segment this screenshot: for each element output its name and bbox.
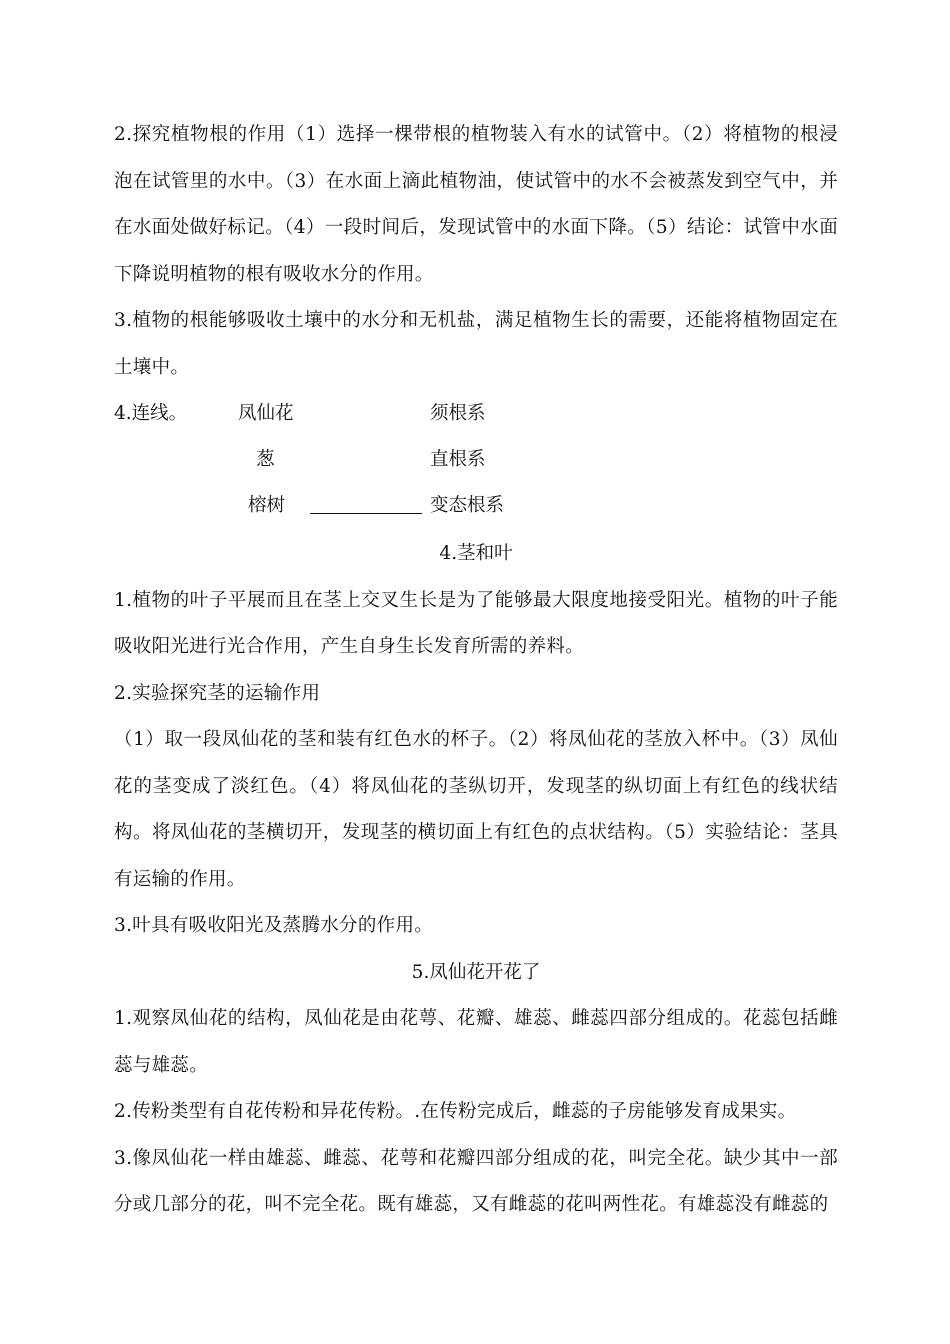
matching-right-item: 变态根系 — [430, 495, 505, 516]
matching-left-item: 榕树 — [248, 495, 286, 516]
root-function-paragraph: 3.植物的根能够吸收土壤中的水分和无机盐，满足植物生长的需要，还能将植物固定在土壤中。 — [114, 310, 838, 378]
matching-connector-line — [310, 513, 422, 514]
flower-types-paragraph: 3.像凤仙花一样由雄蕊、雌蕊、花萼和花瓣四部分组成的花，叫完全花。缺少其中一部分或几部分的花，叫不完全花。既有雄蕊，又有雌蕊的花叫两性花。有雄蕊没有雌蕊的 — [114, 1147, 838, 1215]
pollination-paragraph: 2.传粉类型有自花传粉和异花传粉。.在传粉完成后，雌蕊的子房能够发育成果实。 — [114, 1101, 797, 1122]
matching-label: 4.连线。 — [114, 403, 188, 424]
flower-structure-paragraph: 1.观察凤仙花的结构，凤仙花是由花萼、花瓣、雄蕊、雌蕊四部分组成的。花蕊包括雌蕊与雄蕊。 — [114, 1008, 838, 1076]
matching-left-item: 葱 — [256, 449, 275, 470]
matching-right-item: 须根系 — [430, 403, 486, 424]
root-experiment-paragraph: 2.探究植物根的作用（1）选择一棵带根的植物装入有水的试管中。（2）将植物的根浸泡在试管里的水中。（3）在水面上滴此植物油，使试管中的水不会被蒸发到空气中，并在水面处做好标记。（4）一段时间后，发现试管中的水面下降。（5）结论：试管中水面下降说明植物的根有吸收水分的作用。 — [114, 124, 838, 285]
matching-left-item: 凤仙花 — [238, 403, 294, 424]
section-title-stem-leaf: 4.茎和叶 — [439, 543, 513, 564]
leaf-sunlight-paragraph: 1.植物的叶子平展而且在茎上交叉生长是为了能够最大限度地接受阳光。植物的叶子能吸收阳光进行光合作用，产生自身生长发育所需的养料。 — [114, 589, 838, 657]
leaf-function-paragraph: 3.叶具有吸收阳光及蒸腾水分的作用。 — [114, 915, 434, 936]
stem-experiment-paragraph: （1）取一段凤仙花的茎和装有红色水的杯子。（2）将凤仙花的茎放入杯中。（3）凤仙花的茎变成了淡红色。（4）将凤仙花的茎纵切开，发现茎的纵切面上有红色的线状结构。将凤仙花的茎横切开，发现茎的横切面上有红色的点状结构。（5）实验结论：茎具有运输的作用。 — [114, 729, 838, 890]
matching-right-item: 直根系 — [430, 449, 486, 470]
matching-exercise — [114, 391, 838, 531]
document-page — [114, 112, 838, 1229]
stem-experiment-title: 2.实验探究茎的运输作用 — [114, 682, 321, 704]
section-title-flower: 5.凤仙花开花了 — [411, 961, 541, 983]
